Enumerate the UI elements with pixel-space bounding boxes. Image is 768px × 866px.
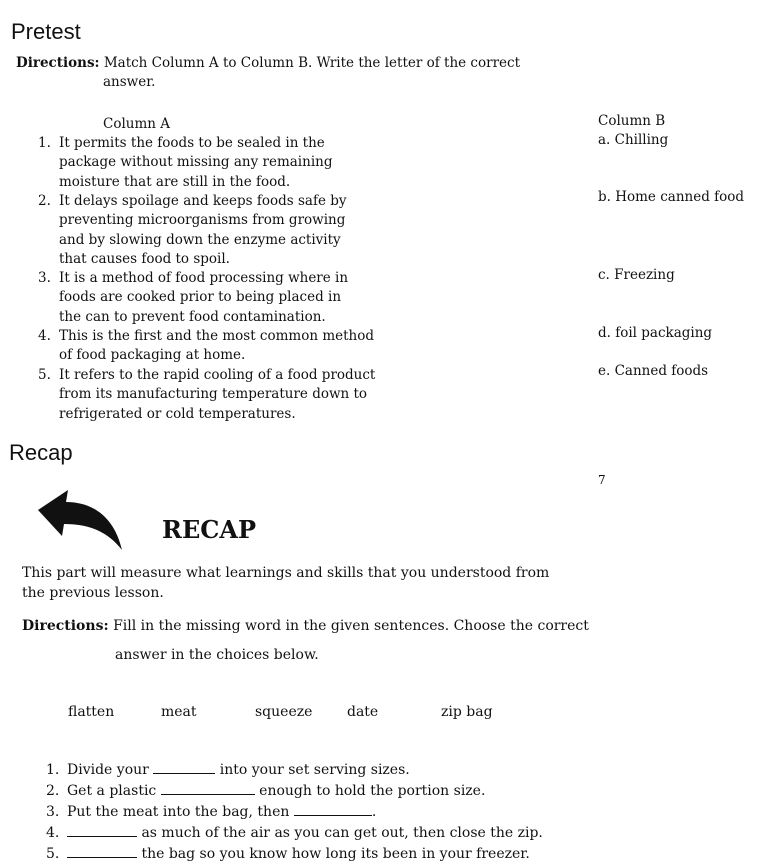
item-number: 5. <box>46 846 60 862</box>
item-text-after: into your set serving sizes. <box>219 762 410 778</box>
fill-item-3 <box>46 802 376 822</box>
item-text-line: package without missing any remaining <box>59 154 333 171</box>
item-number: 4. <box>38 328 51 344</box>
item-text-line: It delays spoilage and keeps foods safe by <box>59 193 347 209</box>
column-a-title: Column A <box>103 116 171 132</box>
column-a-item-5 <box>38 366 375 424</box>
choice-word: meat <box>161 704 197 720</box>
choice-word: flatten <box>68 704 115 720</box>
item-text-before: Get a plastic <box>67 783 157 799</box>
fill-item-1 <box>46 760 410 780</box>
column-b-item-a: a. Chilling <box>598 132 669 148</box>
item-text-after: as much of the air as you can get out, then close the zip. <box>141 825 543 841</box>
item-number: 3. <box>38 270 51 286</box>
item-text-line: and by slowing down the enzyme activity <box>59 231 341 248</box>
directions-text: Fill in the missing word in the given sentences. Choose the correct <box>113 618 589 634</box>
recap-banner-title: RECAP <box>162 515 257 544</box>
curved-back-arrow-icon <box>34 488 128 554</box>
answer-blank[interactable] <box>153 760 215 774</box>
item-text-line: This is the first and the most common method <box>59 328 375 344</box>
item-text-after: . <box>371 804 377 820</box>
item-number: 2. <box>46 783 60 799</box>
choice-word: zip bag <box>441 704 493 720</box>
recap-directions-line2: answer in the choices below. <box>115 647 319 663</box>
column-a-item-2 <box>38 192 347 270</box>
pretest-directions <box>16 54 520 73</box>
item-text-line: It refers to the rapid cooling of a food product <box>59 367 376 383</box>
directions-text: Match Column A to Column B. Write the letter of the correct <box>103 55 520 71</box>
item-text-before: Divide your <box>67 762 149 778</box>
recap-heading: Recap <box>9 440 73 465</box>
pretest-heading: Pretest <box>11 19 81 44</box>
directions-label: Directions: <box>16 55 100 71</box>
page-number: 7 <box>598 473 606 487</box>
item-text-line: foods are cooked prior to being placed in <box>59 289 342 306</box>
item-text-line: refrigerated or cold temperatures. <box>59 405 296 422</box>
fill-item-5 <box>46 844 530 864</box>
answer-blank[interactable] <box>161 781 255 795</box>
item-number: 3. <box>46 804 60 820</box>
item-text-line: It permits the foods to be sealed in the <box>59 135 325 151</box>
column-a-item-1 <box>38 134 332 192</box>
column-a-item-3 <box>38 269 348 327</box>
item-text-line: from its manufacturing temperature down to <box>59 386 368 403</box>
directions-text-line2: answer. <box>103 74 156 90</box>
item-text-line: It is a method of food processing where in <box>59 270 349 286</box>
column-b-item-c: c. Freezing <box>598 267 675 283</box>
item-text-line: the can to prevent food contamination. <box>59 308 326 325</box>
item-text-before: Put the meat into the bag, then <box>67 804 290 820</box>
directions-label: Directions: <box>22 618 109 634</box>
column-b-item-e: e. Canned foods <box>598 363 709 379</box>
answer-blank[interactable] <box>294 802 372 816</box>
choice-word: date <box>347 704 379 720</box>
item-text-after: the bag so you know how long its been in your freezer. <box>141 846 530 862</box>
column-b-item-b: b. Home canned food <box>598 189 745 205</box>
item-number: 4. <box>46 825 60 841</box>
item-number: 5. <box>38 367 51 383</box>
item-text-line: preventing microorganisms from growing <box>59 212 346 229</box>
item-text-line: that causes food to spoil. <box>59 251 230 268</box>
fill-item-4 <box>46 823 543 843</box>
recap-intro-line-2: the previous lesson. <box>22 585 164 601</box>
column-b-title: Column B <box>598 113 666 129</box>
answer-blank[interactable] <box>67 823 137 837</box>
item-number: 1. <box>38 135 51 151</box>
column-a-item-4 <box>38 327 374 366</box>
fill-item-2 <box>46 781 485 801</box>
item-number: 1. <box>46 762 60 778</box>
answer-blank[interactable] <box>67 844 137 858</box>
recap-directions <box>22 616 589 636</box>
item-text-line: of food packaging at home. <box>59 347 246 364</box>
item-text-after: enough to hold the portion size. <box>259 783 486 799</box>
item-number: 2. <box>38 193 51 209</box>
item-text-line: moisture that are still in the food. <box>59 173 291 190</box>
choice-word: squeeze <box>255 704 313 720</box>
column-b-item-d: d. foil packaging <box>598 325 713 341</box>
recap-intro-line-1: This part will measure what learnings and skills that you understood from <box>22 565 550 581</box>
